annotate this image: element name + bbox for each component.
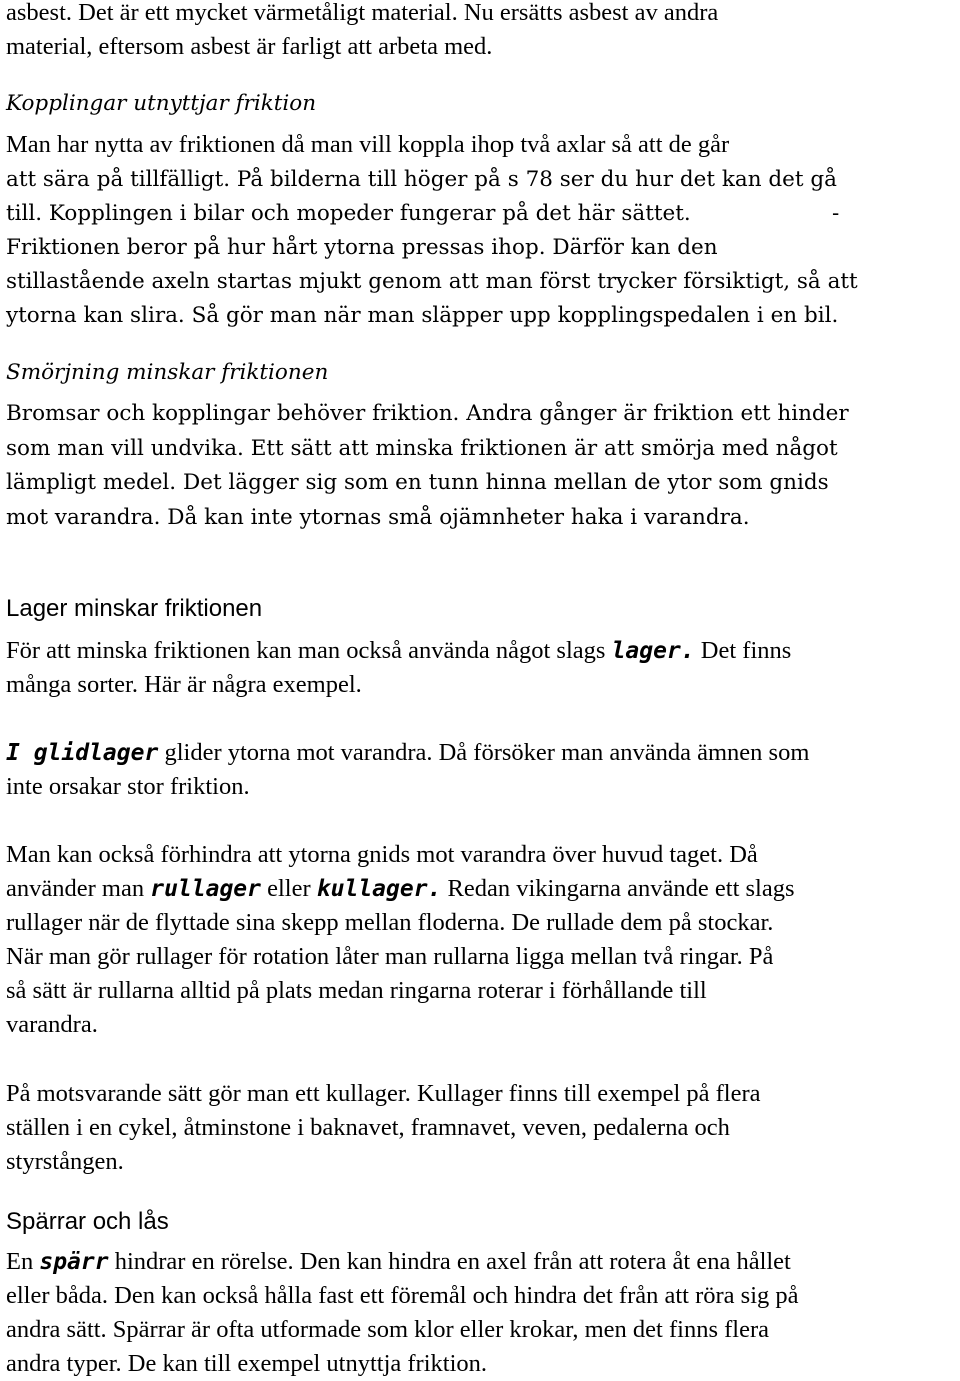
text-line: stillastående axeln startas mjukt genom att man först trycker försiktigt, så att bbox=[6, 269, 858, 294]
text-line: På motsvarande sätt gör man ett kullager. Kullager finns till exempel på flera bbox=[6, 1080, 761, 1107]
text-line: När man gör rullager för rotation låter man rullarna ligga mellan två ringar. På bbox=[6, 943, 774, 970]
text-span: För att minska friktionen kan man också använda något slags bbox=[6, 637, 612, 664]
text-line bbox=[6, 736, 809, 770]
text-line: lämpligt medel. Det lägger sig som en tunn hinna mellan de ytor som gnids bbox=[6, 470, 829, 495]
text-line: Man har nytta av friktionen då man vill koppla ihop två axlar så att de går bbox=[6, 131, 730, 158]
text-line: rullager när de flyttade sina skepp mellan floderna. De rullade dem på stockar. bbox=[6, 909, 774, 936]
emphasis-term: lager. bbox=[611, 638, 695, 664]
emphasis-term: kullager. bbox=[316, 876, 442, 902]
text-span: Det finns bbox=[694, 637, 792, 664]
text-line: mot varandra. Då kan inte ytornas små ojämnheter haka i varandra. bbox=[6, 505, 750, 530]
emphasis-term: spärr bbox=[39, 1249, 109, 1275]
text-span: En bbox=[6, 1248, 40, 1275]
text-span: glider ytorna mot varandra. Då försöker man använda ämnen som bbox=[158, 739, 810, 766]
text-span: använder man bbox=[6, 875, 151, 902]
text-line: eller båda. Den kan också hålla fast ett föremål och hindra det från att röra sig på bbox=[6, 1282, 799, 1309]
text-line: ytorna kan slira. Så gör man när man släpper upp kopplingspedalen i en bil. bbox=[6, 303, 839, 328]
text-line bbox=[6, 634, 791, 668]
text-line bbox=[6, 872, 795, 906]
text-line: andra typer. De kan till exempel utnyttja friktion. bbox=[6, 1350, 488, 1377]
text-line: Man kan också förhindra att ytorna gnids mot varandra över huvud taget. Då bbox=[6, 841, 758, 868]
dash-mark: - bbox=[832, 201, 840, 226]
text-line bbox=[6, 1245, 791, 1279]
text-line: ställen i en cykel, åtminstone i baknavet, framnavet, veven, pedalerna och bbox=[6, 1114, 730, 1141]
text-line: att sära på tillfälligt. På bilderna till höger på s 78 ser du hur det kan det gå bbox=[6, 167, 837, 192]
text-line: Friktionen beror på hur hårt ytorna pressas ihop. Därför kan den bbox=[6, 235, 718, 260]
section-heading: Kopplingar utnyttjar friktion bbox=[6, 91, 317, 116]
section-heading: Lager minskar friktionen bbox=[6, 595, 263, 622]
text-span: hindrar en rörelse. Den kan hindra en axel från att rotera åt ena hållet bbox=[108, 1248, 791, 1275]
text-line: Bromsar och kopplingar behöver friktion. Andra gånger är friktion ett hinder bbox=[6, 401, 849, 426]
text-line: asbest. Det är ett mycket värmetåligt material. Nu ersätts asbest av andra bbox=[6, 0, 719, 26]
text-line: inte orsakar stor friktion. bbox=[6, 773, 250, 800]
section-heading: Smörjning minskar friktionen bbox=[6, 360, 329, 385]
text-line: så sätt är rullarna alltid på plats medan ringarna roterar i förhållande till bbox=[6, 977, 707, 1004]
section-heading: Spärrar och lås bbox=[6, 1208, 169, 1235]
text-line: andra sätt. Spärrar är ofta utformade som klor eller krokar, men det finns flera bbox=[6, 1316, 769, 1343]
text-line: material, eftersom asbest är farligt att arbeta med. bbox=[6, 33, 493, 60]
text-line: som man vill undvika. Ett sätt att minska friktionen är att smörja med något bbox=[6, 436, 838, 461]
emphasis-term: I glidlager bbox=[6, 740, 159, 766]
text-line: många sorter. Här är några exempel. bbox=[6, 671, 362, 698]
text-span: Redan vikingarna använde ett slags bbox=[441, 875, 795, 902]
emphasis-term: rullager bbox=[150, 876, 261, 902]
text-line: varandra. bbox=[6, 1011, 98, 1038]
text-span: eller bbox=[261, 875, 317, 902]
text-line: styrstången. bbox=[6, 1148, 124, 1175]
text-line: till. Kopplingen i bilar och mopeder fungerar på det här sättet. bbox=[6, 201, 691, 226]
